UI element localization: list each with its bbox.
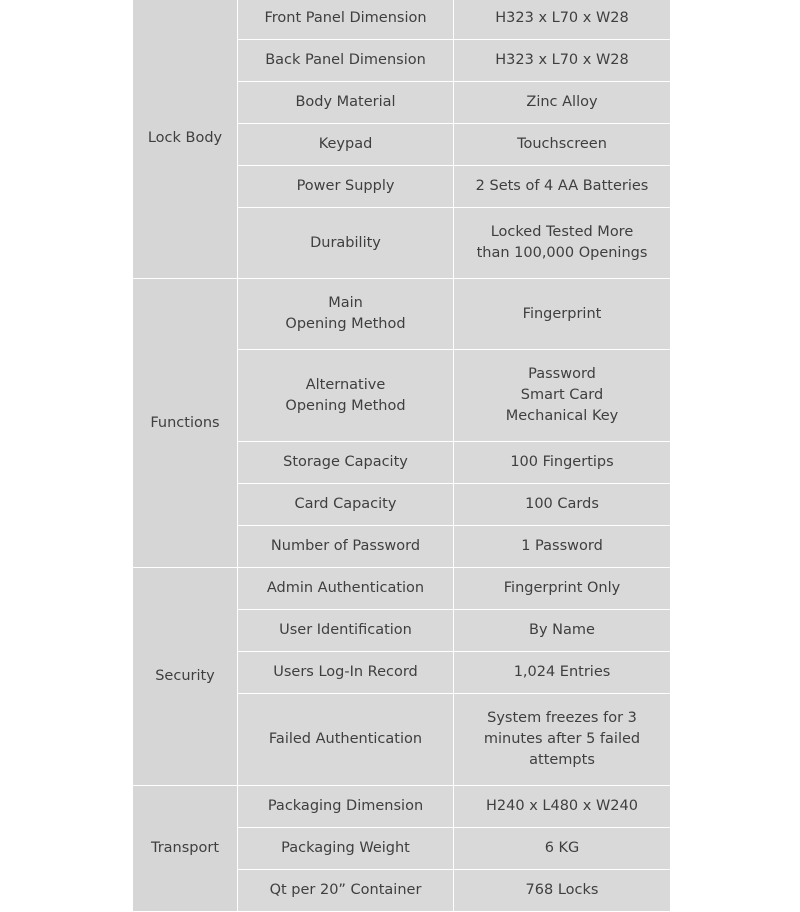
spec-value <box>454 828 670 869</box>
spec-label-cell <box>238 279 454 350</box>
spec-value <box>454 610 670 651</box>
spec-label-line: Packaging Dimension <box>267 798 424 815</box>
spec-label-cell <box>238 40 454 82</box>
spec-label-cell <box>238 124 454 166</box>
spec-label-line: Front Panel Dimension <box>264 10 427 26</box>
specification-table-body <box>133 0 671 912</box>
spec-value-cell <box>454 652 671 694</box>
spec-label-cell <box>238 786 454 828</box>
spec-value <box>454 40 670 81</box>
spec-label-cell <box>238 828 454 870</box>
spec-value-cell <box>454 610 671 652</box>
spec-value-cell <box>454 526 671 568</box>
group-label-cell <box>133 0 238 279</box>
spec-value-line: 2 Sets of 4 AA Batteries <box>475 178 649 195</box>
spec-value <box>454 294 670 335</box>
spec-label-line: Packaging Weight <box>281 840 410 857</box>
spec-value-line: 100 Cards <box>525 496 599 513</box>
spec-value-line: Fingerprint Only <box>503 580 621 597</box>
spec-value-cell <box>454 442 671 484</box>
group-label: Lock Body <box>147 129 223 146</box>
spec-value-cell <box>454 40 671 82</box>
spec-label-cell <box>238 166 454 208</box>
spec-label-line: Opening Method <box>285 316 406 333</box>
group-label-cell <box>133 786 238 912</box>
spec-label-line: Users Log-In Record <box>273 664 418 681</box>
spec-label-line: Admin Authentication <box>266 580 425 597</box>
group-label-cell <box>133 279 238 568</box>
spec-label-cell <box>238 484 454 526</box>
spec-label-cell <box>238 82 454 124</box>
spec-label <box>238 484 453 525</box>
spec-label-line: Power Supply <box>296 178 395 195</box>
spec-value-cell <box>454 870 671 912</box>
spec-value-cell <box>454 279 671 350</box>
spec-value-line: 6 KG <box>544 840 580 857</box>
spec-value <box>454 124 670 165</box>
spec-value-cell <box>454 828 671 870</box>
spec-value-line: 1,024 Entries <box>513 664 611 681</box>
spec-label-line: Durability <box>310 234 381 251</box>
spec-label-cell <box>238 652 454 694</box>
spec-label <box>238 526 453 567</box>
spec-label-line: Failed Authentication <box>268 731 423 748</box>
spec-label <box>238 870 453 911</box>
spec-value <box>454 82 670 123</box>
spec-value <box>454 568 670 609</box>
spec-value-line: By Name <box>529 622 595 639</box>
spec-label-line: Main <box>328 295 363 312</box>
spec-value-cell <box>454 82 671 124</box>
spec-label-line: Body Material <box>295 94 396 111</box>
spec-value <box>454 786 670 827</box>
spec-value-line: System freezes for 3 <box>487 710 637 727</box>
spec-value-cell <box>454 208 671 279</box>
spec-value <box>454 484 670 525</box>
spec-label-line: Number of Password <box>270 538 421 555</box>
spec-label <box>238 652 453 693</box>
spec-label-cell <box>238 870 454 912</box>
spec-value <box>454 526 670 567</box>
spec-label-line: Back Panel Dimension <box>265 52 426 69</box>
spec-value <box>454 694 670 785</box>
spec-label <box>238 568 453 609</box>
spec-label <box>238 0 453 39</box>
spec-label-line: User Identification <box>279 622 412 639</box>
spec-value-line: 100 Fingertips <box>510 454 614 471</box>
spec-value-cell <box>454 0 671 40</box>
spec-label <box>238 279 453 349</box>
spec-label-cell <box>238 694 454 786</box>
spec-value-cell <box>454 124 671 166</box>
spec-value <box>454 442 670 483</box>
spec-label <box>238 442 453 483</box>
spec-value-line: than 100,000 Openings <box>476 245 648 262</box>
spec-value <box>454 0 670 39</box>
spec-label <box>238 223 453 264</box>
group-label: Transport <box>150 840 220 857</box>
spec-value-line: minutes after 5 failed <box>483 731 641 748</box>
spec-value-line: Zinc Alloy <box>526 94 598 111</box>
spec-value-line: 768 Locks <box>525 882 599 899</box>
spec-label <box>238 610 453 651</box>
specification-table <box>132 0 671 912</box>
spec-label <box>238 40 453 81</box>
spec-label <box>238 166 453 207</box>
spec-value-line: Fingerprint <box>522 305 602 322</box>
spec-value <box>454 652 670 693</box>
spec-value <box>454 166 670 207</box>
spec-value-line: Mechanical Key <box>505 408 619 425</box>
spec-value-line: 1 Password <box>521 538 603 555</box>
spec-label <box>238 719 453 760</box>
spec-value-cell <box>454 350 671 442</box>
spec-label-line: Storage Capacity <box>283 454 408 471</box>
spec-label-cell <box>238 442 454 484</box>
spec-label-line: Alternative <box>305 376 386 393</box>
spec-value-line: H323 x L70 x W28 <box>495 52 629 69</box>
table-row <box>133 786 671 828</box>
spec-label <box>238 82 453 123</box>
spec-label-cell <box>238 350 454 442</box>
spec-label-line: Opening Method <box>285 397 406 414</box>
spec-value-line: H323 x L70 x W28 <box>495 10 629 26</box>
spec-label <box>238 361 453 431</box>
spec-label-cell <box>238 208 454 279</box>
spec-label-line: Qt per 20” Container <box>269 882 422 899</box>
spec-label-cell <box>238 0 454 40</box>
group-label: Functions <box>150 414 220 431</box>
spec-label <box>238 828 453 869</box>
spec-value <box>454 350 670 441</box>
table-row <box>133 0 671 40</box>
spec-label <box>238 786 453 827</box>
spec-value <box>454 870 670 911</box>
spec-value-line: Password <box>528 366 596 383</box>
spec-value-line: H240 x L480 x W240 <box>486 798 638 815</box>
group-label-cell <box>133 568 238 786</box>
spec-label-cell <box>238 610 454 652</box>
spec-value <box>454 208 670 278</box>
table-row <box>133 568 671 610</box>
spec-label-line: Card Capacity <box>294 496 397 513</box>
group-label: Security <box>155 668 215 685</box>
spec-label-cell <box>238 526 454 568</box>
spec-label <box>238 124 453 165</box>
spec-value-line: Smart Card <box>520 387 604 404</box>
table-row <box>133 279 671 350</box>
spec-label-cell <box>238 568 454 610</box>
spec-value-cell <box>454 484 671 526</box>
spec-value-line: attempts <box>529 752 595 769</box>
spec-label-line: Keypad <box>318 136 373 153</box>
spec-value-line: Locked Tested More <box>490 224 634 241</box>
spec-value-cell <box>454 166 671 208</box>
spec-value-cell <box>454 694 671 786</box>
spec-value-cell <box>454 786 671 828</box>
spec-value-cell <box>454 568 671 610</box>
spec-value-line: Touchscreen <box>517 136 607 153</box>
